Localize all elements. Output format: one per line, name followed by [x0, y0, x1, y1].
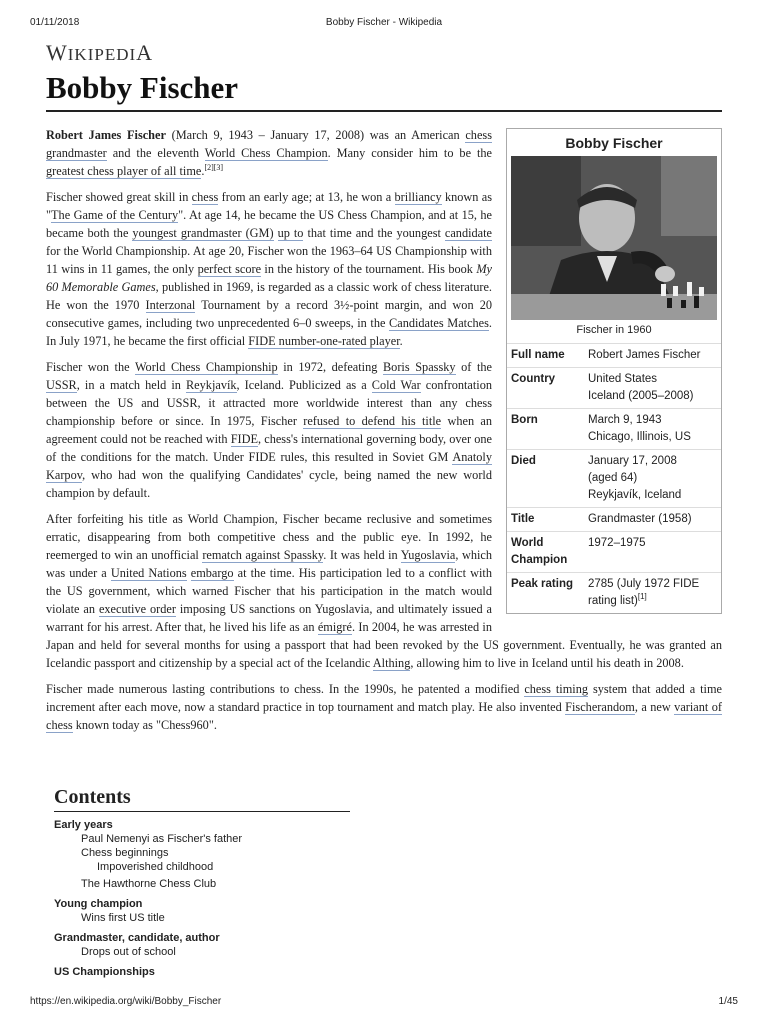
infobox-label: Born	[511, 414, 538, 426]
text: Fischer won the	[46, 360, 135, 374]
country-link[interactable]: Iceland (2005–2008)	[588, 390, 694, 402]
link[interactable]: Cold War	[371, 378, 421, 392]
table-of-contents	[54, 786, 354, 979]
text: at the time. His participation led to a conflict with the US government, which warned Fischer that his participation in the match would violate an	[46, 566, 492, 616]
link[interactable]: World Chess Championship	[134, 360, 278, 374]
infobox-value	[588, 371, 717, 405]
link[interactable]: rematch against Spassky	[202, 548, 324, 562]
link[interactable]: brilliancy	[394, 190, 442, 204]
link[interactable]: variant of chess	[46, 700, 722, 732]
text: from an early age; at 13, he won a	[218, 190, 395, 204]
toc-item[interactable]: Grandmaster, candidate, author	[54, 932, 220, 944]
link[interactable]: Boris Spassky	[382, 360, 456, 374]
citation[interactable]: [2][3]	[204, 162, 224, 172]
link[interactable]: chess grandmaster	[46, 128, 492, 160]
link[interactable]: Anatoly Karpov	[46, 450, 492, 482]
text: Fischer showed great skill in	[46, 190, 192, 204]
link[interactable]: refused to defend his title	[303, 414, 442, 428]
text: that time and the youngest	[303, 226, 445, 240]
value-line[interactable]: Grandmaster (1958)	[588, 513, 692, 525]
text: (March 9, 1943 – January 17, 2008) was an American	[165, 128, 466, 142]
link[interactable]: Yugoslavia	[400, 548, 456, 562]
link[interactable]: Candidates Matches	[389, 316, 489, 330]
print-footer	[30, 996, 738, 1007]
text: for the World Championship. At age 20, Fischer won the 1963–64 US Championship with 11 wins in 11 games, the only	[46, 244, 492, 276]
text: confrontation between the US and USSR, it attracted more worldwide interest than any chess championship before or since. In 1975, Fischer	[46, 378, 493, 428]
link[interactable]: FIDE	[230, 432, 259, 446]
infobox-value	[588, 347, 717, 364]
text: . In 2004, he was arrested in Japan and held for several months for using a passport that had been revoked by the US government. Eventually, he was granted an Icelandic passport and citizenship by a special act of the Icelandic	[46, 620, 722, 670]
link[interactable]: chess	[191, 190, 219, 204]
print-header	[30, 17, 738, 31]
deathplace-link[interactable]: Reykjavík, Iceland	[588, 489, 682, 501]
infobox-row-country	[507, 367, 721, 408]
toc-item[interactable]: Paul Nemenyi as Fischer's father	[81, 833, 243, 845]
text: . It was held in	[323, 548, 401, 562]
logo-w: W	[46, 40, 68, 65]
infobox-row-died	[507, 449, 721, 507]
book-title: My 60 Memorable Games	[46, 262, 493, 294]
wikipedia-logo[interactable]	[46, 40, 153, 66]
text: . In July 1971, he became the first official	[46, 316, 492, 348]
subject-name: Robert James Fischer	[46, 128, 166, 142]
text: , chess's international governing body, over one of the conditions for the match. Under FIDE rules, this resulted in Soviet GM	[46, 432, 492, 464]
text: , published in 1969, is regarded as a classic work of chess literature. He won the 1970	[46, 280, 492, 312]
link[interactable]: The Game of the Century	[51, 208, 179, 222]
text: system that added a time increment after each move, now a standard practice in top tournament and match play. He also invented	[46, 682, 722, 714]
infobox-label: World Champion	[511, 537, 568, 566]
value-line: January 17, 2008	[588, 455, 677, 467]
link[interactable]: perfect score	[197, 262, 262, 276]
infobox-label: Peak rating	[511, 578, 573, 590]
link[interactable]: greatest chess player of all time	[46, 164, 202, 178]
link[interactable]: USSR	[46, 378, 77, 392]
infobox-label: Title	[511, 513, 535, 525]
link[interactable]: FIDE number-one-rated player	[248, 334, 400, 348]
link[interactable]: candidate	[444, 226, 493, 240]
text: of the	[455, 360, 492, 374]
text	[274, 226, 278, 240]
infobox-row-full-name	[507, 343, 721, 367]
birthplace-link[interactable]: Chicago, Illinois, US	[588, 431, 691, 443]
text: ". At age 14, he became the US Chess Champion, and at 15, he became both the	[46, 208, 492, 240]
contents-heading: Contents	[54, 786, 350, 812]
infobox-value	[588, 576, 717, 610]
link[interactable]: executive order	[98, 602, 176, 616]
logo-mid: IKIPEDI	[67, 45, 137, 64]
page-title: Bobby Fischer	[46, 70, 722, 112]
toc-item[interactable]: Early years	[54, 819, 113, 831]
print-date: 01/11/2018	[30, 17, 80, 28]
value-line: March 9, 1943	[588, 414, 662, 426]
toc-item[interactable]: Chess beginnings	[81, 847, 169, 859]
print-page-title: Bobby Fischer - Wikipedia	[325, 17, 443, 28]
infobox-row-title	[507, 507, 721, 531]
text: .	[399, 334, 403, 348]
text: , in a match held in	[76, 378, 186, 392]
infobox-value	[588, 535, 717, 569]
link[interactable]: Reykjavík	[185, 378, 237, 392]
page-number: 1/45	[718, 996, 738, 1007]
infobox-label: Country	[511, 373, 556, 385]
infobox	[506, 128, 722, 614]
infobox-label: Died	[511, 455, 536, 467]
toc-item[interactable]: US Championships	[54, 966, 155, 978]
portrait-photo[interactable]	[511, 156, 717, 320]
toc-item[interactable]: Young champion	[54, 898, 143, 910]
link[interactable]: United Nations	[110, 566, 187, 580]
country-link[interactable]: United States	[588, 373, 658, 385]
infobox-value	[588, 511, 717, 528]
logo-a: A	[136, 40, 154, 65]
page-url[interactable]: https://en.wikipedia.org/wiki/Bobby_Fischer	[30, 996, 222, 1007]
link[interactable]: youngest grandmaster (GM)	[132, 226, 274, 240]
text: , a new	[634, 700, 675, 714]
text: in the history of the tournament. His book	[261, 262, 477, 276]
photo-caption: Fischer in 1960	[576, 324, 652, 336]
value-line: Robert James Fischer	[588, 349, 701, 361]
text: Fischer made numerous lasting contributions to chess. In the 1990s, he patented a modified	[46, 682, 525, 696]
toc-item[interactable]: The Hawthorne Chess Club	[81, 878, 217, 890]
infobox-row-peak-rating	[507, 572, 721, 613]
link[interactable]: up to	[277, 226, 304, 240]
toc-item[interactable]: Drops out of school	[81, 946, 176, 958]
text: known today as "Chess960".	[72, 718, 217, 732]
text: . Many consider him to be the	[327, 146, 492, 160]
text: , which was under a	[46, 548, 492, 580]
text: in 1972, defeating	[277, 360, 383, 374]
infobox-row-world-champion	[507, 531, 721, 572]
text: , Iceland. Publicized as a	[236, 378, 372, 392]
toc-item[interactable]: Impoverished childhood	[97, 861, 214, 873]
citation[interactable]: [1]	[637, 592, 647, 602]
link[interactable]: chess timing	[524, 682, 589, 696]
link[interactable]: émigré	[317, 620, 352, 634]
text: known as "	[46, 190, 493, 222]
infobox-value	[588, 412, 717, 446]
infobox-row-born	[507, 408, 721, 449]
link[interactable]: Althing	[372, 656, 411, 670]
text: imposing US sanctions on Yugoslavia, and ultimately issued a warrant for his arrest. After that, he lived his life as an	[46, 602, 493, 634]
infobox-title: Bobby Fischer	[565, 135, 663, 151]
link[interactable]: Fischerandom	[565, 700, 635, 714]
link[interactable]: World Chess Champion	[204, 146, 328, 160]
text: Tournament by a record 3½-point margin, and won 20 consecutive games, including two unprecedented 6–0 sweeps, in the	[46, 298, 492, 330]
text: , who had won the qualifying Candidates' cycle, being named the new world champion by default.	[46, 468, 492, 500]
text: .	[201, 164, 205, 178]
value-line: (aged 64)	[588, 472, 638, 484]
toc-item[interactable]: Wins first US title	[81, 912, 165, 924]
photo-illustration	[511, 156, 717, 320]
value-line: 1972–1975	[588, 537, 646, 549]
article-body	[46, 126, 722, 742]
infobox-value	[588, 453, 717, 504]
toc-list	[54, 818, 354, 979]
value-line: 2785 (July 1972 FIDE rating list)	[588, 578, 700, 607]
text: when an agreement could not be reached with	[46, 414, 493, 446]
link[interactable]: embargo	[190, 566, 234, 580]
infobox-label: Full name	[511, 349, 565, 361]
paragraph-contributions	[46, 680, 722, 734]
text: , allowing him to live in Iceland until his death in 2008.	[410, 656, 684, 670]
text: and the eleventh	[106, 146, 205, 160]
text: After forfeiting his title as World Champion, Fischer became reclusive and sometimes erratic, disappearing from both competitive chess and the public eye. In 1992, he reemerged to win an unofficial	[46, 512, 492, 562]
link[interactable]: Interzonal	[145, 298, 196, 312]
